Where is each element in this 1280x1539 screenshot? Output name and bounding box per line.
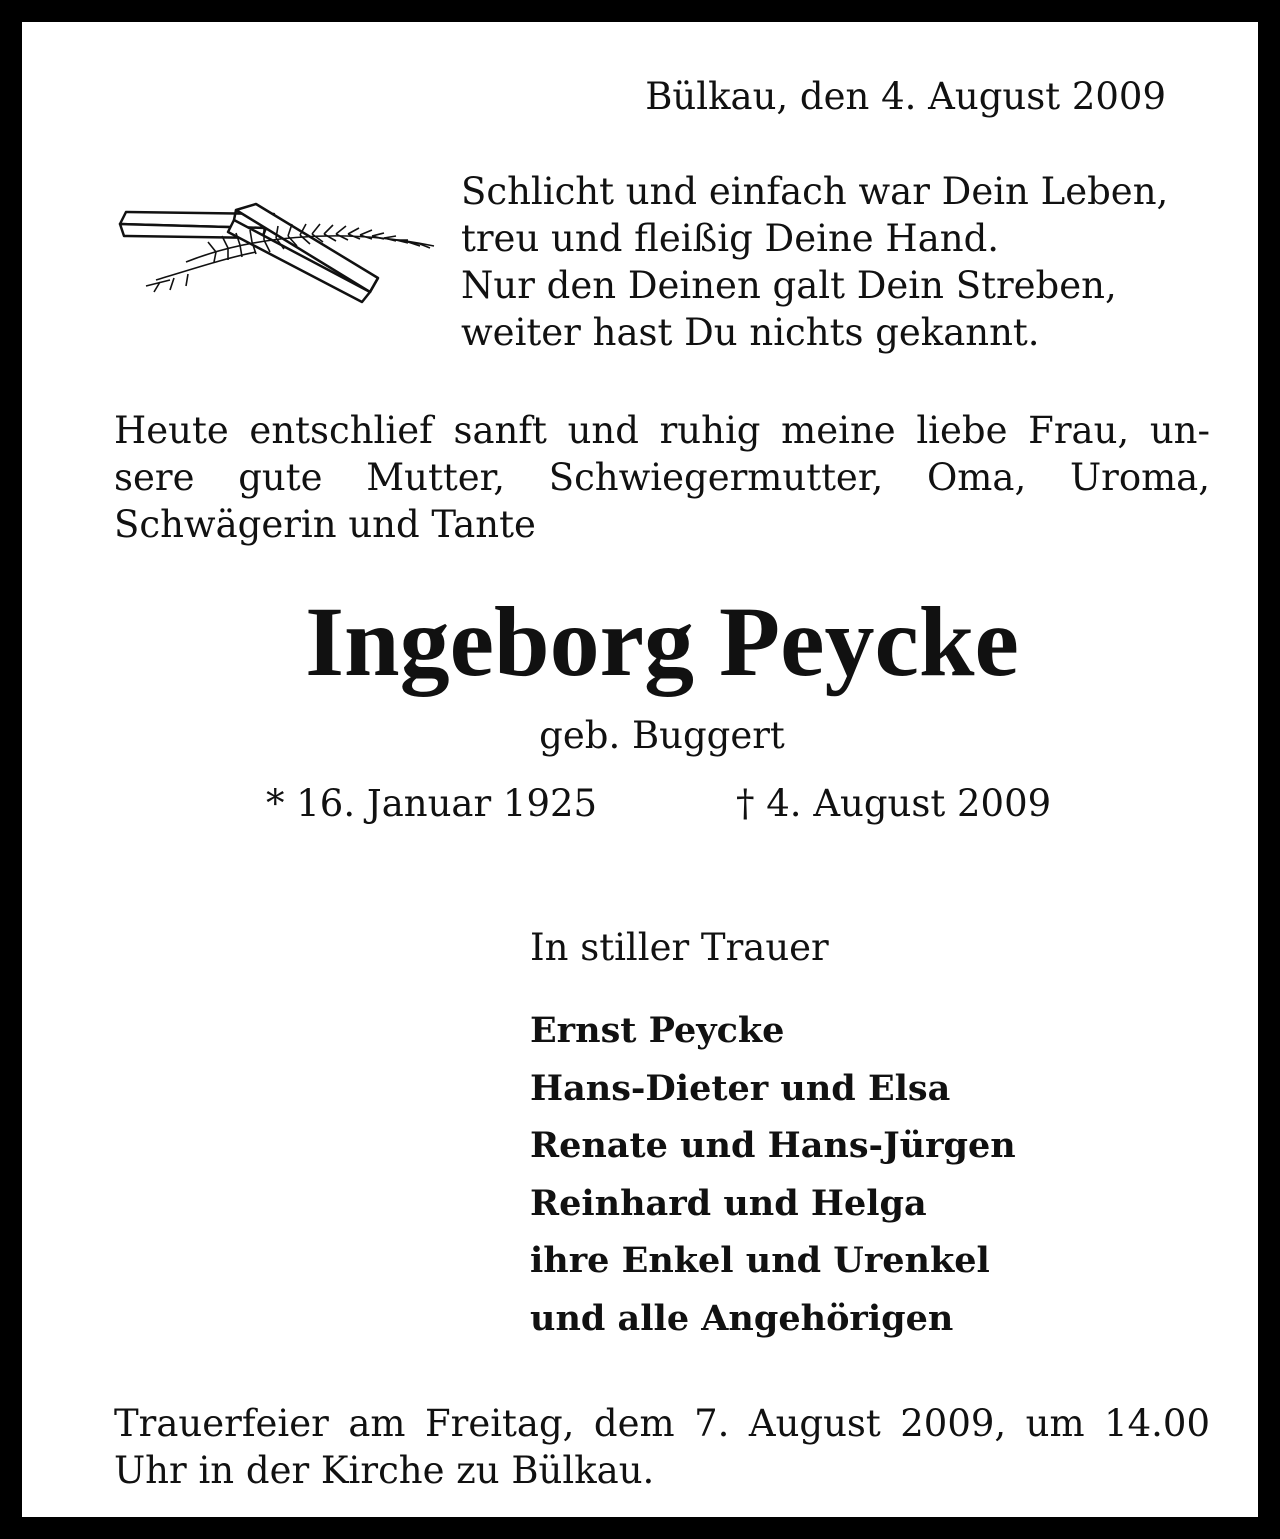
intro-line: sere gute Mutter, Schwiegermutter, Oma, Uroma,	[114, 456, 1210, 499]
poem-line: weiter hast Du nichts gekannt.	[461, 311, 1040, 354]
mourners-list	[530, 1002, 1016, 1347]
poem-line: Schlicht und einfach war Dein Leben,	[461, 170, 1169, 213]
poem-line: treu und fleißig Deine Hand.	[461, 217, 1000, 260]
intro-line: Heute entschlief sanft und ruhig meine liebe Frau, un-	[114, 409, 1210, 452]
mourner: Ernst Peycke	[530, 1010, 785, 1051]
death-date: † 4. August 2009	[736, 782, 1052, 825]
mourner: ihre Enkel und Urenkel	[530, 1240, 990, 1281]
service-line: Uhr in der Kirche zu Bülkau.	[114, 1449, 655, 1492]
service-line: Trauerfeier am Freitag, dem 7. August 2009, um 14.00	[114, 1402, 1210, 1445]
birth-date: * 16. Januar 1925	[266, 782, 598, 825]
mourner: Reinhard und Helga	[530, 1182, 927, 1224]
mourner: Hans-Dieter und Elsa	[530, 1067, 951, 1109]
poem	[461, 168, 1168, 356]
mourning-heading: In stiller Trauer	[530, 926, 829, 969]
intro-line: Schwägerin und Tante	[114, 503, 536, 546]
intro-text	[114, 407, 1210, 548]
funeral-service-info	[114, 1400, 1210, 1494]
born-name: geb. Buggert	[539, 714, 785, 757]
cross-with-palm-branch-icon	[116, 198, 438, 308]
mourner: Renate und Hans-Jürgen	[530, 1125, 1016, 1166]
deceased-name: Ingeborg Peycke	[305, 586, 1019, 697]
place-date: Bülkau, den 4. August 2009	[645, 75, 1166, 118]
poem-line: Nur den Deinen galt Dein Streben,	[461, 264, 1117, 307]
mourner: und alle Angehörigen	[530, 1297, 954, 1339]
